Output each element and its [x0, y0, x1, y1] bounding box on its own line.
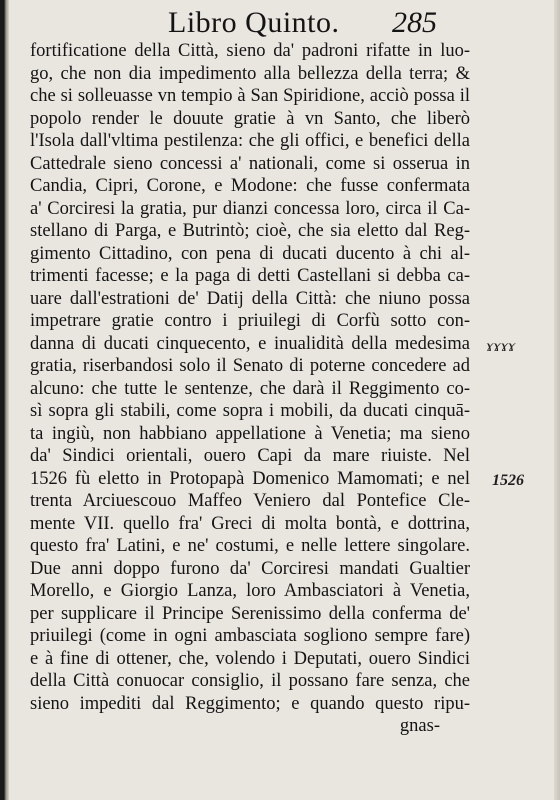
- text-line: stellano di Parga, e Butrintò; cioè, che sia eletto dal Reg-: [30, 221, 470, 241]
- text-line: alcuno: che tutte le sentenze, che darà il Reggimento co-: [30, 378, 470, 399]
- text-line: Due anni doppo furono da' Corciresi mandati Gualtier: [30, 558, 470, 579]
- text-line: a' Corciresi la gratia, pur dianzi concessa loro, circa il Ca-: [30, 198, 470, 219]
- text-line: Morello, e Giorgio Lanza, loro Ambasciatori à Venetia,: [30, 581, 470, 601]
- text-line: della Città conuocar consiglio, il possano fare senza, che: [30, 671, 470, 691]
- text-line: ta ingiù, non habbiano appellatione à Venetia; ma sieno: [30, 423, 470, 444]
- text-line: questo fra' Latini, e ne' costumi, e nelle lettere singolare.: [30, 536, 470, 556]
- text-line: popolo render le douute gratie à vn Santo, che liberò: [30, 108, 470, 129]
- text-line: gratia, riserbandosi solo il Senato di poterne concedere ad: [30, 356, 470, 376]
- text-line: 1526 fù eletto in Protopapà Domenico Mamomati; e nel: [30, 468, 470, 489]
- text-line: fortificatione della Città, sieno da' padroni rifatte in luo-: [30, 41, 470, 61]
- margin-annotation-year: 1526: [492, 472, 524, 489]
- text-line: e à fine di ottener, che, volendo i Deputati, ouero Sindici: [30, 648, 470, 669]
- text-line: che si solleuasse vn tempio à San Spiridione, acciò possa il: [30, 86, 470, 106]
- body-text: [30, 40, 470, 738]
- text-line: mente VII. quello fra' Greci di molta bontà, e dottrina,: [30, 513, 470, 534]
- catchword: gnas-: [399, 716, 440, 736]
- margin-annotation: ɤɤɤɤ: [486, 338, 516, 355]
- text-line: per supplicare il Principe Serenissimo della conferma de': [30, 603, 470, 624]
- text-line: Candia, Cipri, Corone, e Modone: che fusse confermata: [30, 176, 470, 196]
- text-line: l'Isola dall'vltima pestilenza: che gli offici, e benefici della: [30, 131, 470, 151]
- text-line: sì sopra gli stabili, come sopra i mobili, da ducati cinquā-: [30, 401, 470, 421]
- text-line: da' Sindici orientali, ouero Capi da mare riuiste. Nel: [30, 446, 470, 466]
- text-line: danna di ducati cinquecento, e inualidità della medesima: [30, 333, 470, 354]
- text-line: Cattedrale sieno concessi a' nationali, come si osserua in: [30, 153, 470, 174]
- page-number: 285: [392, 6, 437, 39]
- text-line: go, che non dia impedimento alla bellezza della terra; &: [30, 63, 470, 84]
- page-title: Libro Quinto.: [168, 6, 340, 39]
- binding-gutter: [0, 0, 9, 800]
- text-line: trimenti facesse; e la paga di detti Castellani si debba ca-: [30, 266, 470, 286]
- page-edge: [554, 0, 560, 800]
- text-line: trenta Arciuescouo Maffeo Veniero dal Pontefice Cle-: [30, 491, 470, 511]
- text-line: uare dall'estrationi de' Datij della Città: che niuno possa: [30, 288, 470, 309]
- text-line: gimento Cittadino, con pena di ducati ducento à chi al-: [30, 243, 470, 264]
- text-line: impetrare gratie contro i priuilegi di Corfù sotto con-: [30, 311, 470, 331]
- text-line: sieno impediti dal Reggimento; e quando questo ripu-: [30, 693, 470, 714]
- text-line: priuilegi (come in ogni ambasciata sogliono sempre fare): [30, 626, 470, 646]
